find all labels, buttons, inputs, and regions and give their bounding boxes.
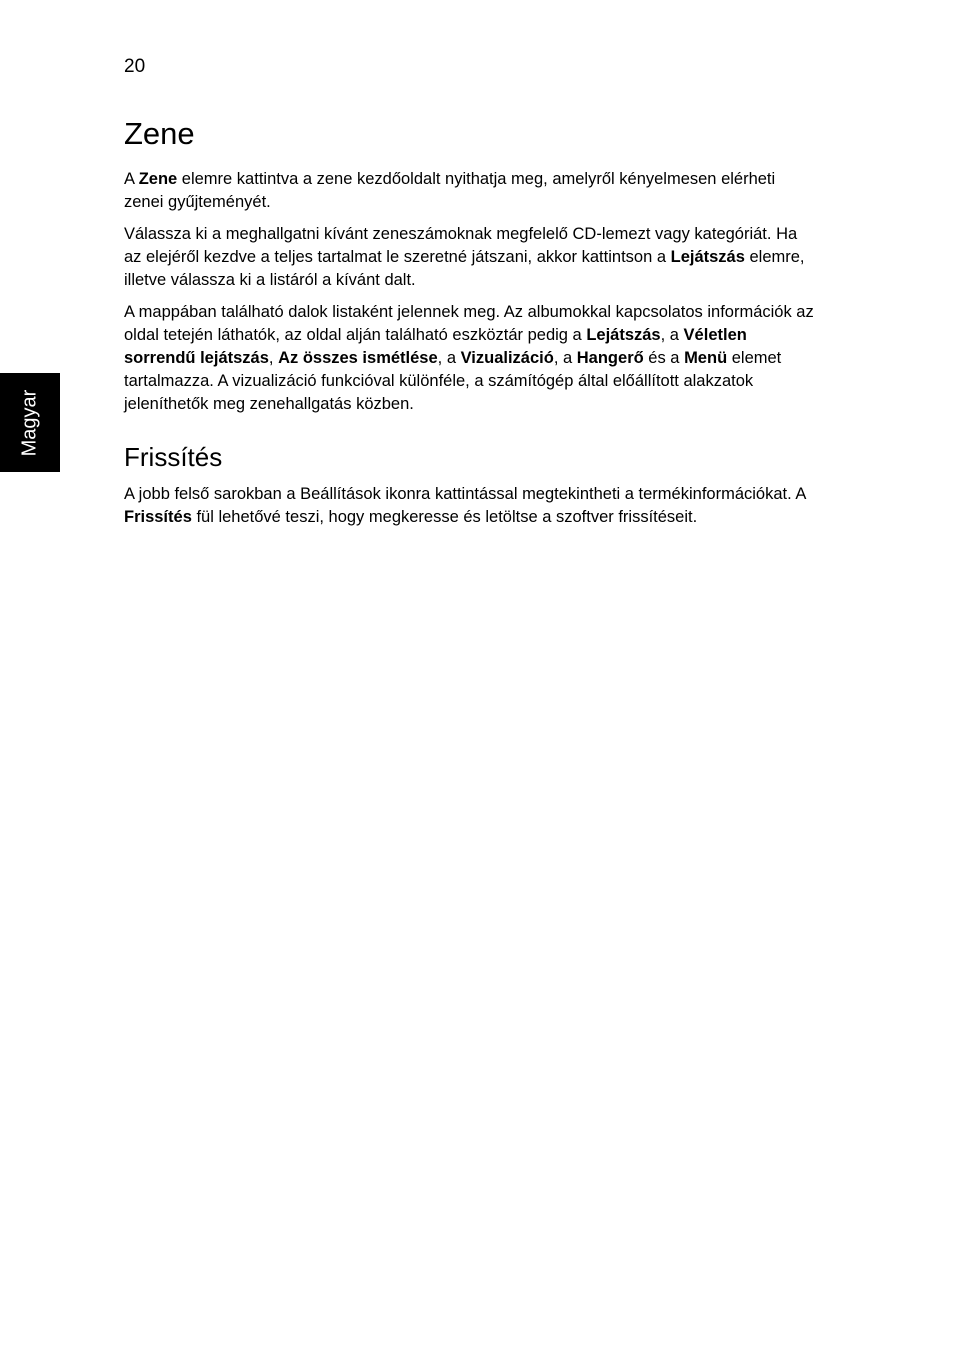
bold-term: Menü <box>684 349 728 367</box>
bold-term: Az összes ismétlése <box>278 349 438 367</box>
bold-term: Hangerő <box>576 349 644 367</box>
text-run: elemre kattintva a zene kezdőoldalt nyithatja meg, amelyről kényelmesen elérheti zenei gyűjteményét. <box>124 170 776 211</box>
page-number: 20 <box>124 56 146 77</box>
text-run: A <box>124 170 139 188</box>
document-content <box>124 112 814 538</box>
paragraph <box>124 483 814 529</box>
language-tab-label: Magyar <box>18 389 41 456</box>
text-run: , a <box>553 349 577 367</box>
bold-term: Vizualizáció <box>460 349 554 367</box>
text-run: fül lehetővé teszi, hogy megkeresse és letöltse a szoftver frissítéseit. <box>191 508 698 526</box>
section-title: Zene <box>124 116 195 151</box>
section-zene <box>124 112 814 416</box>
text-run: Válassza ki a meghallgatni kívánt zeneszámoknak megfelelő CD-lemezt vagy kategóriát. Ha az elejéről kezdve a teljes tartalmat le szeretné játszani, akkor kattintson a <box>124 225 798 266</box>
text-run: A jobb felső sarokban a Beállítások ikonra kattintással megtekintheti a termékinformációkat. A <box>124 485 806 503</box>
text-run: A mappában található dalok listaként jelennek meg. Az albumokkal kapcsolatos információk az oldal tetején láthatók, az oldal alján található eszköztár pedig a <box>124 303 814 344</box>
paragraph <box>124 301 814 416</box>
text-run: és a <box>643 349 685 367</box>
text-run: , a <box>660 326 684 344</box>
paragraph <box>124 223 814 292</box>
language-side-tab <box>0 373 60 472</box>
bold-term: Véletlen sorrendű lejátszás <box>124 326 747 367</box>
section-title: Frissítés <box>124 442 223 472</box>
paragraph <box>124 168 814 214</box>
bold-term: Frissítés <box>124 508 192 526</box>
text-run: elemre, illetve válassza ki a listáról a kívánt dalt. <box>124 248 805 289</box>
bold-term: Zene <box>138 170 178 188</box>
text-run: , <box>268 349 279 367</box>
text-run: elemet tartalmazza. A vizualizáció funkcióval különféle, a számítógép által előállított alakzatok jeleníthetők meg zenehallgatás közben. <box>124 349 782 413</box>
bold-term: Lejátszás <box>586 326 661 344</box>
bold-term: Lejátszás <box>670 248 745 266</box>
text-run: , a <box>437 349 461 367</box>
section-frissites <box>124 440 814 529</box>
